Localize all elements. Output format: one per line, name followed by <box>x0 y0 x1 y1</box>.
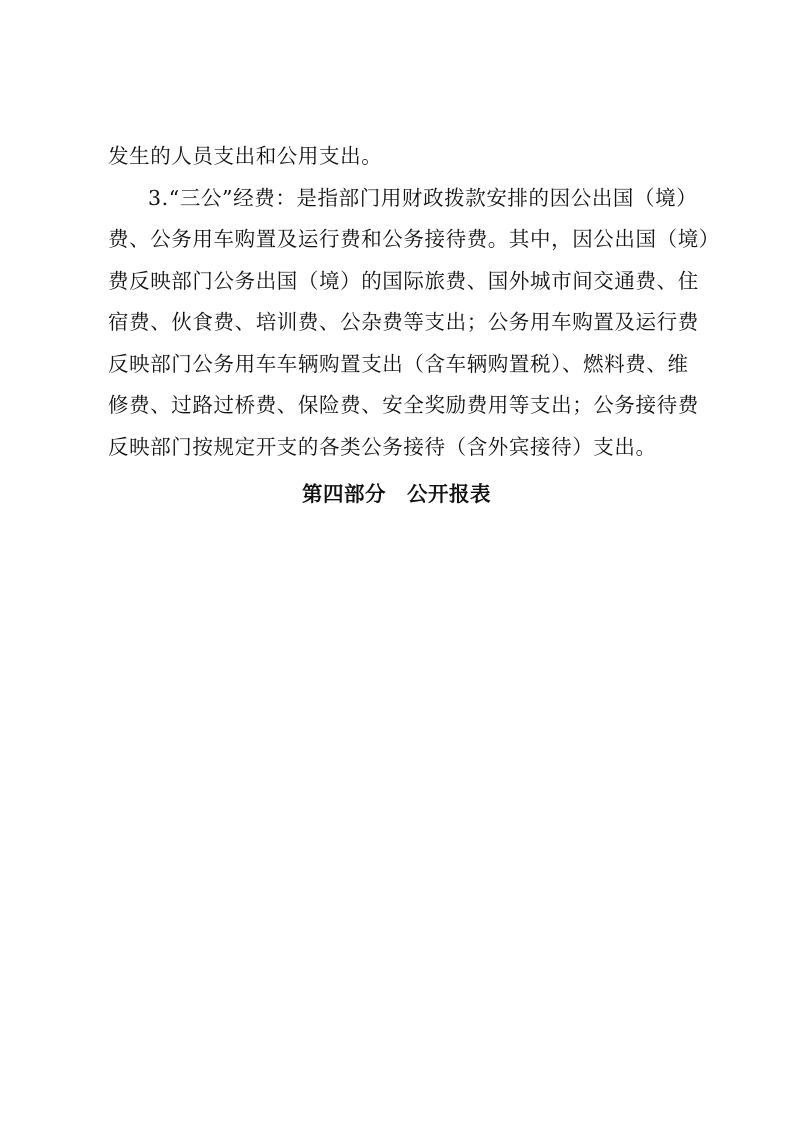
body-text <box>108 136 720 468</box>
paragraph-line: 宿费、伙食费、培训费、公杂费等支出；公务用车购置及运行费 <box>108 310 699 334</box>
paragraph-line: 发生的人员支出和公用支出。 <box>108 144 383 168</box>
paragraph-line: 费、公务用车购置及运行费和公务接待费。其中，因公出国（境） <box>108 227 720 251</box>
paragraph-line: 费反映部门公务出国（境）的国际旅费、国外城市间交通费、住 <box>108 268 699 293</box>
paragraph-line: 修费、过路过桥费、保险费、安全奖励费用等支出；公务接待费 <box>108 393 699 417</box>
section-heading: 第四部分 公开报表 <box>302 482 491 506</box>
paragraph-line: 反映部门公务用车车辆购置支出（含车辆购置税）、燃料费、维 <box>108 351 689 376</box>
paragraph-line: 3.“三公”经费：是指部门用财政拨款安排的因公出国（境） <box>148 185 698 210</box>
paragraph-line: 反映部门按规定开支的各类公务接待（含外宾接待）支出。 <box>108 434 657 459</box>
